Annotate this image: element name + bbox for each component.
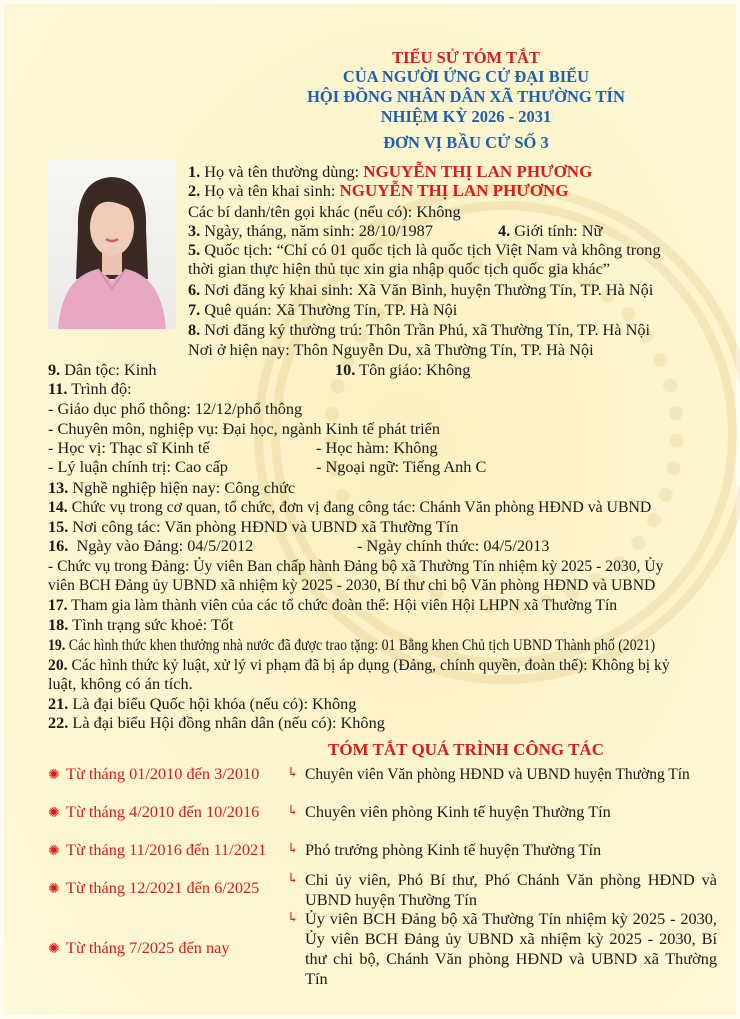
hook-arrow-icon: ↳ bbox=[287, 766, 299, 781]
document-title: TIỂU SỬ TÓM TẮT bbox=[392, 48, 540, 67]
field-gender: 4. Giới tính: Nữ bbox=[498, 221, 603, 240]
field-party-join-date: 16. Ngày vào Đảng: 04/5/2012 bbox=[48, 536, 254, 555]
field-current-residence: Nơi ở hiện nay: Thôn Nguyễn Du, xã Thường Tín, TP. Hà Nội bbox=[188, 340, 594, 359]
field-party-role-cont: viên BCH Đảng ủy UBND xã nhiệm kỳ 2025 - 2030, Bí thư chi bộ Văn phòng HĐND và UBND bbox=[48, 575, 656, 594]
career-period: ✺ Từ tháng 11/2016 đến 11/2021 bbox=[48, 840, 266, 862]
career-period: ✺ Từ tháng 4/2010 đến 10/2016 bbox=[48, 802, 259, 824]
field-general-education: - Giáo dục phổ thông: 12/12/phổ thông bbox=[48, 399, 303, 418]
hook-arrow-icon: ↳ bbox=[287, 872, 299, 887]
career-role: ↳ Ủy viên BCH Đảng bộ xã Thường Tín nhiệm kỳ 2025 - 2030, Ủy viên BCH Đảng ủy UBND xã nhiệm kỳ 2025 - 2030, Bí thư chi bộ, Chánh Văn phòng HĐND và UBND xã Thường Tín bbox=[287, 909, 717, 988]
field-hometown: 7. Quê quán: Xã Thường Tín, TP. Hà Nội bbox=[188, 300, 458, 319]
field-degree: - Học vị: Thạc sĩ Kinh tế bbox=[48, 438, 210, 457]
career-section-title: TÓM TẮT QUÁ TRÌNH CÔNG TÁC bbox=[328, 740, 604, 759]
field-position: 14. Chức vụ trong cơ quan, tổ chức, đơn vị đang công tác: Chánh Văn phòng HĐND và UBND bbox=[48, 497, 652, 516]
candidate-birth-name: NGUYỄN THỊ LAN PHƯƠNG bbox=[339, 181, 569, 200]
subtitle-line-2: CỦA NGƯỜI ỨNG CỬ ĐẠI BIỂU bbox=[342, 67, 590, 86]
hook-arrow-icon: ↳ bbox=[287, 804, 299, 819]
field-discipline-cont: luật, không có án tích. bbox=[48, 674, 193, 693]
career-role: ↳ Chi ủy viên, Phó Bí thư, Phó Chánh Văn phòng HĐND và UBND huyện Thường Tín bbox=[287, 870, 717, 909]
hook-arrow-icon: ↳ bbox=[287, 911, 299, 926]
asterisk-icon: ✺ bbox=[48, 882, 60, 897]
career-role: ↳ Chuyên viên Văn phòng HĐND và UBND huyện Thường Tín bbox=[287, 764, 690, 783]
subtitle-line-3: HỘI ĐỒNG NHÂN DÂN XÃ THƯỜNG TÍN bbox=[307, 87, 625, 106]
asterisk-icon: ✺ bbox=[48, 806, 60, 821]
asterisk-icon: ✺ bbox=[48, 844, 60, 859]
field-academic-title: - Học hàm: Không bbox=[316, 438, 438, 457]
field-birthdate: 3. Ngày, tháng, năm sinh: 28/10/1987 bbox=[188, 221, 433, 240]
career-role: ↳ Phó trưởng phòng Kinh tế huyện Thường Tín bbox=[287, 840, 602, 859]
candidate-name: NGUYỄN THỊ LAN PHƯƠNG bbox=[363, 162, 593, 181]
hook-arrow-icon: ↳ bbox=[287, 842, 299, 857]
field-peoples-council: 22. Là đại biểu Hội đồng nhân dân (nếu có): Không bbox=[48, 713, 385, 732]
field-alias: Các bí danh/tên gọi khác (nếu có): Không bbox=[188, 202, 461, 221]
career-period: ✺ Từ tháng 01/2010 đến 3/2010 bbox=[48, 764, 259, 786]
field-health: 18. Tình trạng sức khoẻ: Tốt bbox=[48, 615, 234, 634]
field-common-name: 1. Họ và tên thường dùng: NGUYỄN THỊ LAN PHƯƠNG bbox=[188, 162, 593, 181]
term-line: NHIỆM KỲ 2026 - 2031 bbox=[380, 107, 552, 126]
field-ethnicity: 9. Dân tộc: Kinh bbox=[48, 360, 157, 379]
field-nationality: 5. Quốc tịch: “Chỉ có 01 quốc tịch là quốc tịch Việt Nam và không trong bbox=[188, 240, 661, 259]
asterisk-icon: ✺ bbox=[48, 768, 60, 783]
career-role: ↳ Chuyên viên phòng Kinh tế huyện Thường Tín bbox=[287, 802, 611, 821]
field-foreign-language: - Ngoại ngữ: Tiếng Anh C bbox=[316, 457, 487, 476]
field-political-theory: - Lý luận chính trị: Cao cấp bbox=[48, 457, 228, 476]
field-organizations: 17. Tham gia làm thành viên của các tổ chức đoàn thể: Hội viên Hội LHPN xã Thường Tín bbox=[48, 595, 618, 614]
field-national-assembly: 21. Là đại biểu Quốc hội khóa (nếu có): Không bbox=[48, 694, 357, 713]
field-nationality-cont: thời gian thực hiện thủ tục xin gia nhập quốc tịch quốc gia khác” bbox=[188, 259, 611, 278]
field-permanent-residence: 8. Nơi đăng ký thường trú: Thôn Trần Phú, xã Thường Tín, TP. Hà Nội bbox=[188, 320, 650, 339]
field-birth-name: 2. Họ và tên khai sinh: NGUYỄN THỊ LAN PHƯƠNG bbox=[188, 181, 569, 200]
field-birthplace: 6. Nơi đăng ký khai sinh: Xã Văn Bình, huyện Thường Tín, TP. Hà Nội bbox=[188, 280, 654, 299]
field-education: 11. Trình độ: bbox=[48, 379, 132, 398]
career-period: ✺ Từ tháng 7/2025 đến nay bbox=[48, 938, 229, 960]
field-specialization: - Chuyên môn, nghiệp vụ: Đại học, ngành Kinh tế phát triển bbox=[48, 419, 441, 438]
field-party-role: - Chức vụ trong Đảng: Ủy viên Ban chấp hành Đảng bộ xã Thường Tín nhiệm kỳ 2025 - 2030, Ủy bbox=[48, 556, 664, 575]
field-awards: 19. Các hình thức khen thưởng nhà nước đã được trao tặng: 01 Bằng khen Chủ tịch UBND Thành phố (2021) bbox=[48, 635, 656, 654]
field-occupation: 13. Nghề nghiệp hiện nay: Công chức bbox=[48, 478, 296, 497]
asterisk-icon: ✺ bbox=[48, 942, 60, 957]
candidate-photo bbox=[48, 159, 176, 329]
constituency: ĐƠN VỊ BẦU CỬ SỐ 3 bbox=[383, 133, 549, 152]
field-workplace: 15. Nơi công tác: Văn phòng HĐND và UBND xã Thường Tín bbox=[48, 517, 459, 536]
field-discipline: 20. Các hình thức kỷ luật, xử lý vi phạm đã bị áp dụng (Đảng, chính quyền, đoàn thể): Không bị kỷ bbox=[48, 655, 670, 674]
document-page bbox=[4, 4, 736, 1015]
field-party-official-date: - Ngày chính thức: 04/5/2013 bbox=[357, 536, 550, 555]
career-period: ✺ Từ tháng 12/2021 đến 6/2025 bbox=[48, 878, 259, 900]
field-religion: 10. Tôn giáo: Không bbox=[335, 360, 471, 379]
